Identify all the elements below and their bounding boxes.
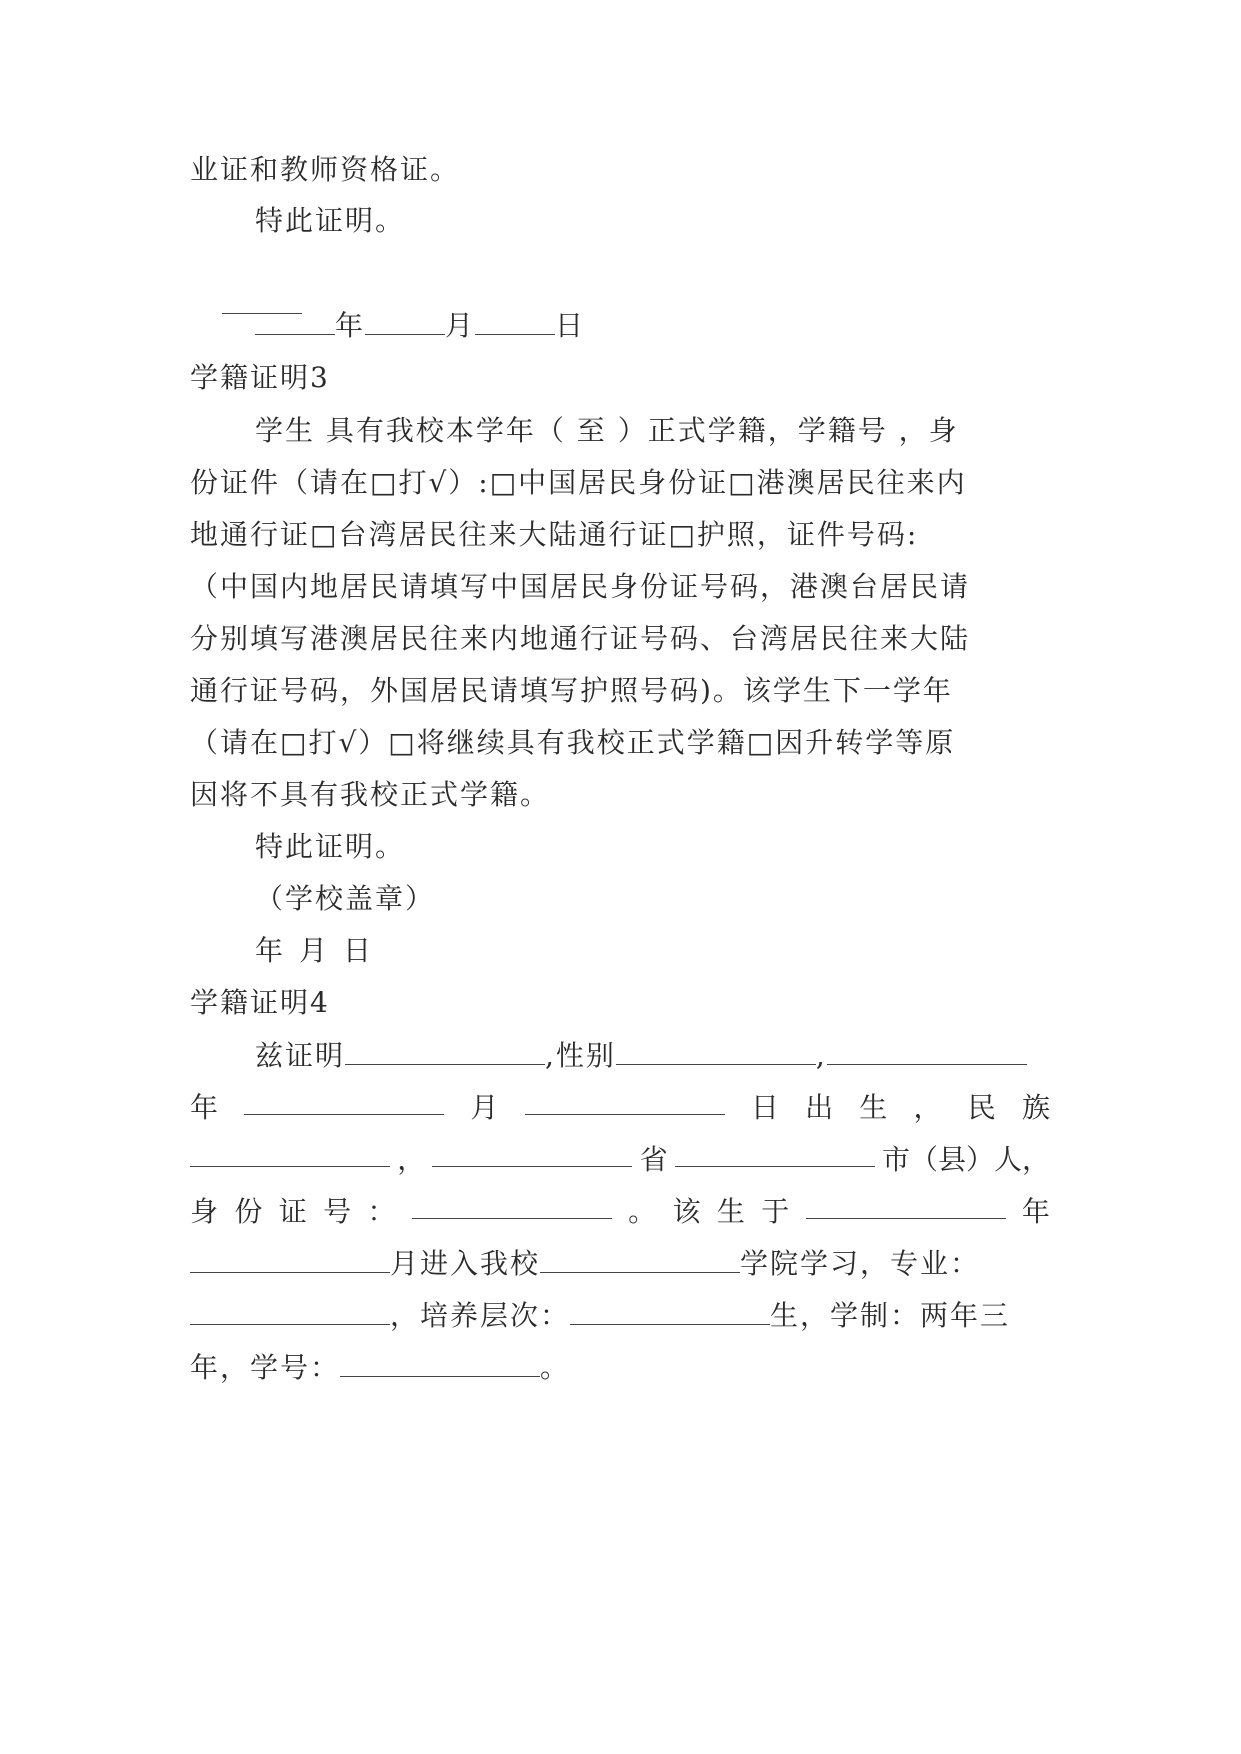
comma: ， — [397, 1143, 426, 1176]
level-label: ，培养层次： — [390, 1299, 571, 1332]
enroll-label: 月进入我校 — [390, 1247, 541, 1280]
month-blank — [365, 308, 445, 335]
form-line — [190, 1140, 1050, 1180]
form-char: 生 — [859, 1091, 888, 1124]
gender-blank — [616, 1038, 816, 1065]
paragraph-line: 地通行证□台湾居民往来大陆通行证□护照，证件号码: — [190, 518, 919, 551]
paragraph-line: 因将不具有我校正式学籍。 — [190, 778, 551, 811]
year-label: 年 — [255, 934, 286, 967]
major-label: 学院学习，专业： — [740, 1247, 981, 1280]
birth-day-blank — [525, 1088, 725, 1115]
form-char: 。 — [628, 1195, 657, 1228]
ethnicity-blank — [190, 1140, 390, 1167]
section-heading: 学籍证明4 — [190, 986, 330, 1019]
paragraph-line: 分别填写港澳居民往来内地通行证号码、台湾居民往来大陆 — [190, 622, 971, 655]
form-char: 民 — [967, 1091, 996, 1124]
paragraph-line: （请在□打√）□将继续具有我校正式学籍□因升转学等原 — [190, 726, 956, 759]
form-line — [190, 1244, 1050, 1284]
period: 。 — [540, 1351, 571, 1384]
year-label: 年 — [335, 309, 366, 342]
birth-month-blank — [244, 1088, 444, 1115]
paragraph-line: 份证件（请在□打√）:□中国居民身份证□港澳居民往来内 — [190, 466, 967, 499]
city-label: 市（县）人， — [881, 1143, 1050, 1176]
school-seal-text: （学校盖章） — [255, 882, 436, 915]
form-char: 于 — [761, 1195, 790, 1228]
province-label: 省 — [639, 1143, 668, 1176]
form-char: 号 — [323, 1195, 352, 1228]
form-line — [255, 1036, 1050, 1076]
paragraph-line: 学生 具有我校本学年（ 至 ）正式学籍，学籍号 ，身 — [255, 414, 959, 447]
enroll-month-blank — [190, 1246, 390, 1273]
form-char: 生 — [716, 1195, 745, 1228]
college-blank — [540, 1246, 740, 1273]
form-char: 身 — [190, 1195, 219, 1228]
day-label: 日 — [555, 309, 586, 342]
student-id-label: 年，学号： — [190, 1351, 341, 1384]
section-heading: 学籍证明3 — [190, 361, 330, 394]
paragraph-line: （中国内地居民请填写中国居民身份证号码，港澳台居民请 — [190, 570, 971, 603]
level-blank — [570, 1298, 770, 1325]
certify-text: 特此证明。 — [255, 830, 406, 863]
month-label: 月 — [299, 934, 330, 967]
form-line — [190, 1348, 1050, 1388]
form-line — [190, 1192, 1050, 1232]
month-label: 月 — [445, 309, 476, 342]
student-id-blank — [340, 1350, 540, 1377]
name-label: 兹证明 — [255, 1039, 346, 1072]
duration-label: 生，学制：两年三 — [770, 1299, 1011, 1332]
form-char: ： — [367, 1195, 396, 1228]
date-line — [255, 931, 1050, 971]
form-char: 日 — [750, 1091, 779, 1124]
form-char: 族 — [1021, 1091, 1050, 1124]
birth-year-blank — [827, 1038, 1027, 1065]
date-line — [255, 306, 1050, 346]
enroll-year-blank — [806, 1192, 1006, 1219]
paragraph-line: 业证和教师资格证。 — [190, 153, 461, 186]
name-blank — [345, 1038, 545, 1065]
form-char: ， — [913, 1091, 942, 1124]
paragraph-line: 通行证号码，外国居民请填写护照号码)。该学生下一学年 — [190, 674, 953, 707]
day-label: 日 — [343, 934, 374, 967]
form-char: 出 — [805, 1091, 834, 1124]
city-blank — [675, 1140, 875, 1167]
province-blank — [432, 1140, 632, 1167]
major-blank — [190, 1298, 390, 1325]
form-line — [190, 1088, 1050, 1128]
day-blank — [475, 308, 555, 335]
form-line — [190, 1296, 1050, 1336]
comma: , — [815, 1039, 827, 1072]
gender-label: ,性别 — [545, 1039, 616, 1072]
form-char: 证 — [278, 1195, 307, 1228]
month-label: 月 — [470, 1091, 499, 1124]
form-char: 该 — [672, 1195, 701, 1228]
id-number-blank — [412, 1192, 612, 1219]
form-char: 份 — [234, 1195, 263, 1228]
certify-text: 特此证明。 — [255, 204, 406, 237]
year-label: 年 — [190, 1091, 219, 1124]
year-blank — [255, 308, 335, 335]
form-char: 年 — [1021, 1195, 1050, 1228]
